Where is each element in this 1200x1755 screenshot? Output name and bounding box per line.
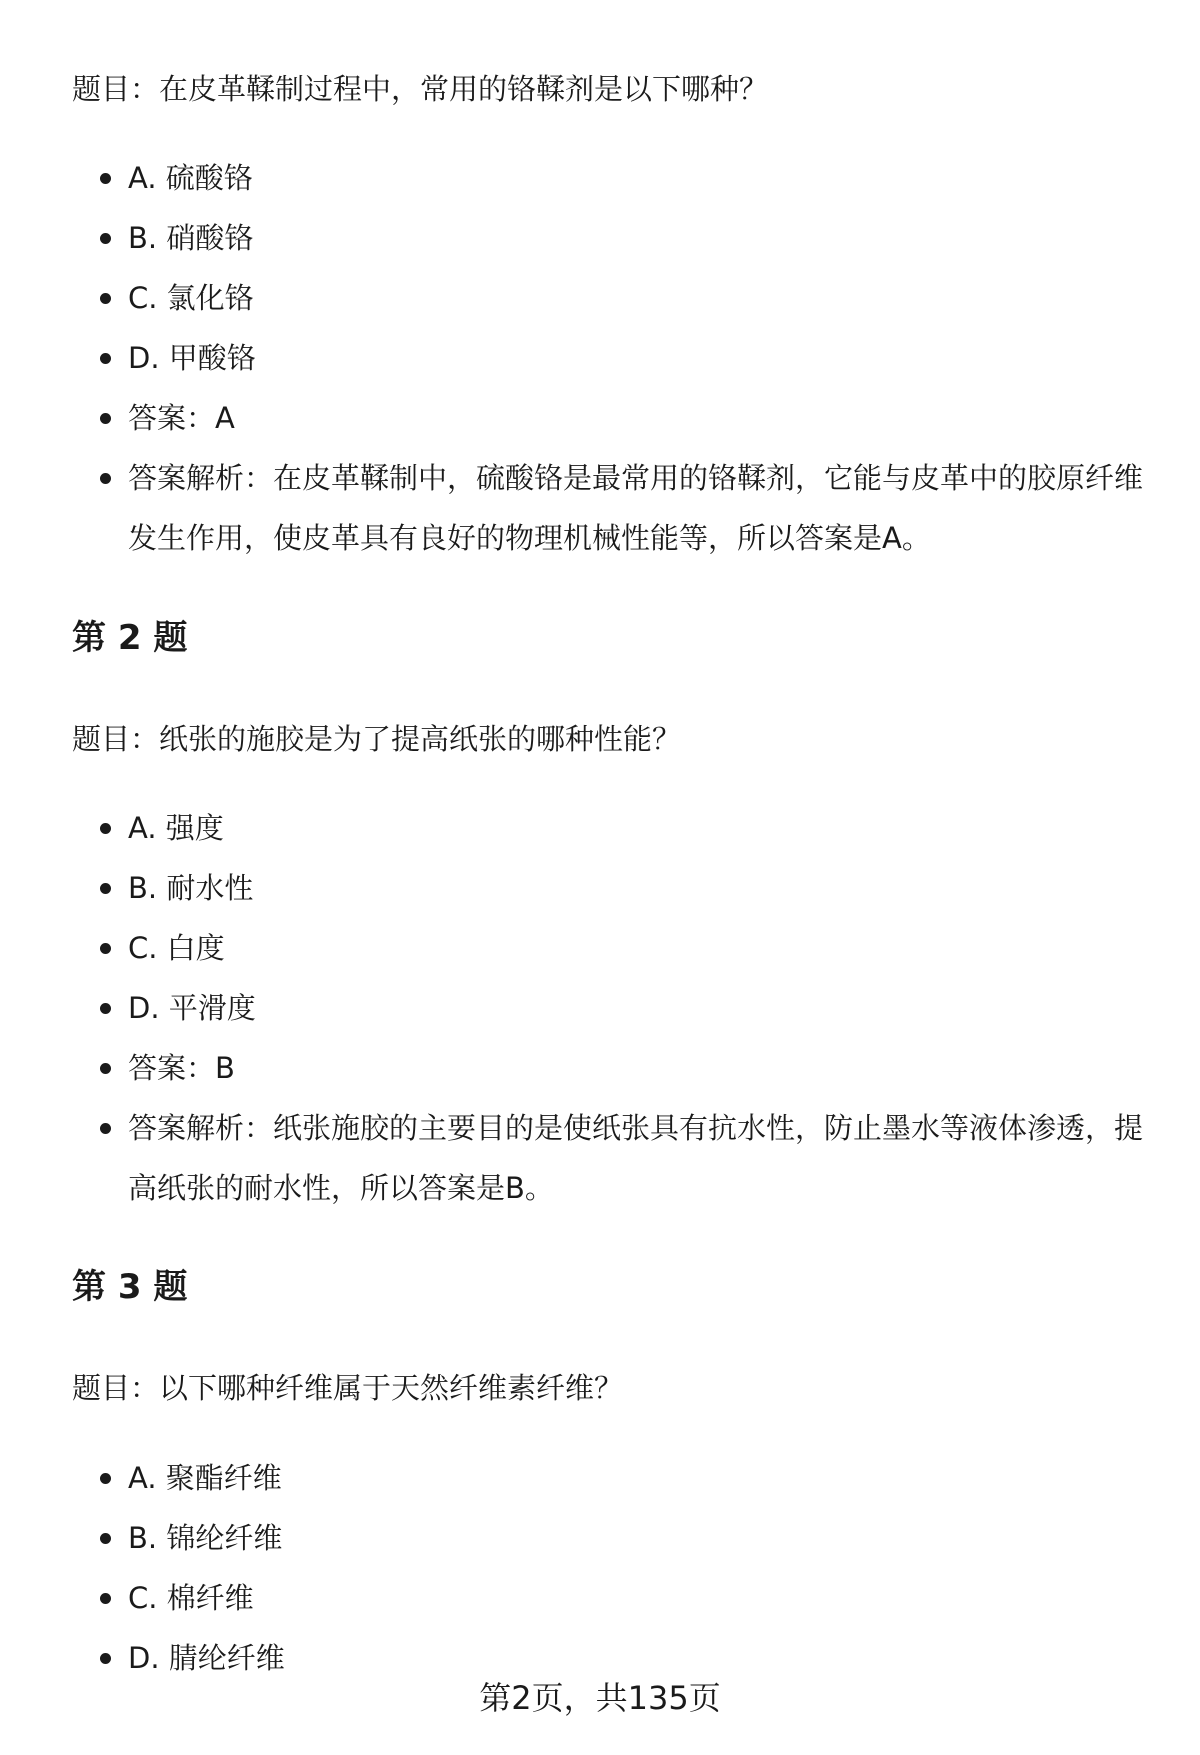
question-2-heading: 第 2 题	[72, 618, 188, 658]
question-2-prompt: 题目：纸张的施胶是为了提高纸张的哪种性能？	[72, 722, 682, 756]
bullet-icon	[100, 1003, 111, 1014]
bullet-icon	[100, 353, 111, 364]
option-text: A. 强度	[128, 811, 224, 845]
question-1-option-a	[128, 148, 1148, 208]
question-1-answer	[128, 388, 1148, 448]
bullet-icon	[100, 233, 111, 244]
question-3-option-c	[128, 1568, 1148, 1628]
explanation-text: 答案解析：纸张施胶的主要目的是使纸张具有抗水性，防止墨水等液体渗透，提高纸张的耐水性，所以答案是B。	[128, 1111, 1144, 1205]
bullet-icon	[100, 1473, 111, 1484]
option-text: B. 锦纶纤维	[128, 1521, 283, 1555]
bullet-icon	[100, 173, 111, 184]
explanation-text: 答案解析：在皮革鞣制中，硫酸铬是最常用的铬鞣剂，它能与皮革中的胶原纤维发生作用，使皮革具有良好的物理机械性能等，所以答案是A。	[128, 461, 1144, 555]
option-text: B. 耐水性	[128, 871, 254, 905]
option-text: C. 白度	[128, 931, 225, 965]
question-1-option-c	[128, 268, 1148, 328]
option-text: D. 腈纶纤维	[128, 1641, 285, 1675]
bullet-icon	[100, 1593, 111, 1604]
question-1-prompt: 题目：在皮革鞣制过程中，常用的铬鞣剂是以下哪种？	[72, 72, 769, 106]
bullet-icon	[100, 943, 111, 954]
option-text: A. 硫酸铬	[128, 161, 253, 195]
option-text: D. 甲酸铬	[128, 341, 256, 375]
question-2-option-a	[128, 798, 1148, 858]
question-3-option-a	[128, 1448, 1148, 1508]
question-3-option-b	[128, 1508, 1148, 1568]
option-text: C. 氯化铬	[128, 281, 254, 315]
question-2-option-c	[128, 918, 1148, 978]
question-2-option-d	[128, 978, 1148, 1038]
bullet-icon	[100, 1123, 111, 1134]
question-2-explanation	[128, 1098, 1148, 1218]
bullet-icon	[100, 883, 111, 894]
option-text: B. 硝酸铬	[128, 221, 254, 255]
question-2-option-b	[128, 858, 1148, 918]
bullet-icon	[100, 823, 111, 834]
question-3-heading: 第 3 题	[72, 1267, 188, 1307]
option-text: C. 棉纤维	[128, 1581, 254, 1615]
question-2-answer	[128, 1038, 1148, 1098]
option-text: A. 聚酯纤维	[128, 1461, 282, 1495]
question-1-explanation	[128, 448, 1148, 568]
bullet-icon	[100, 413, 111, 424]
question-3-prompt: 题目：以下哪种纤维属于天然纤维素纤维？	[72, 1371, 624, 1405]
bullet-icon	[100, 1653, 111, 1664]
answer-text: 答案：A	[128, 401, 235, 435]
question-1-option-b	[128, 208, 1148, 268]
bullet-icon	[100, 293, 111, 304]
bullet-icon	[100, 473, 111, 484]
bullet-icon	[100, 1533, 111, 1544]
question-1-option-d	[128, 328, 1148, 388]
option-text: D. 平滑度	[128, 991, 256, 1025]
answer-text: 答案：B	[128, 1051, 235, 1085]
page-footer: 第2页，共135页	[479, 1679, 721, 1717]
bullet-icon	[100, 1063, 111, 1074]
